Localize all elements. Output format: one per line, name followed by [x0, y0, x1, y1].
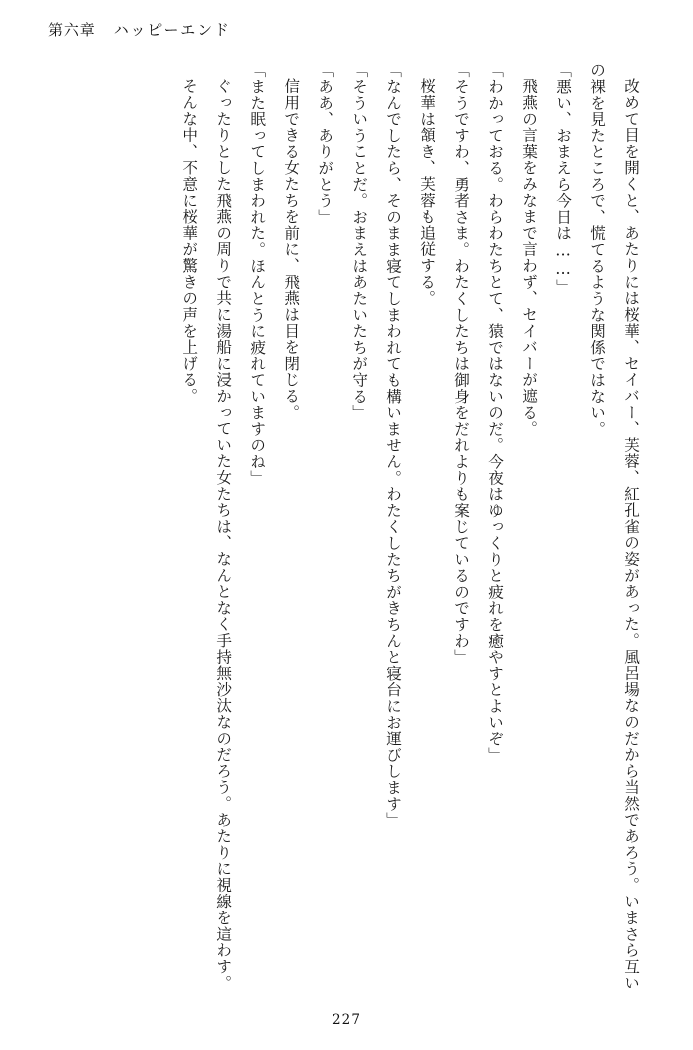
paragraph: 飛燕の言葉をみなまで言わず、セイバーが遮る。 [520, 77, 539, 437]
paragraph: 「なんでしたら、そのまま寝てしまわれても構いません。わたくしたちがきちんと寝台にお運びします」 [384, 62, 403, 829]
body-text [46, 62, 647, 992]
paragraph: 「そういうことだ。おまえはあたいたちが守る」 [350, 62, 369, 421]
paragraph: 「悪い、おまえら今日は……」 [554, 62, 573, 296]
paragraph: 桜華は頷き、芙蓉も追従する。 [418, 77, 437, 306]
chapter-title: ハッピーエンド [113, 20, 231, 39]
paragraph: 信用できる女たちを前に、飛燕は目を閉じる。 [282, 77, 301, 420]
page-number: 227 [331, 1012, 361, 1028]
paragraph: 「そうですわ、勇者さま。わたくしたちは御身をだれよりも案じているのですわ」 [452, 62, 471, 666]
page-header [48, 16, 645, 42]
paragraph: そんな中、不意に桜華が驚きの声を上げる。 [180, 77, 199, 404]
paragraph: 改めて目を開くと、あたりには桜華、セイバー、芙蓉、紅孔雀の姿があった。風呂場なのだから当然であろう。いまさら互いの裸を見たところで、慌てるような関係ではない。 [588, 62, 640, 991]
paragraph: 「ああ、ありがとう」 [316, 62, 335, 226]
chapter-number: 第六章 [48, 20, 96, 39]
paragraph: 「また眠ってしまわれた。ほんとうに疲れていますのね」 [248, 62, 267, 486]
paragraph: ぐったりとした飛燕の周りで共に湯船に浸かっていた女たちは、なんとなく手持無沙汰なのだろう。あたりに視線を這わす。 [214, 77, 233, 991]
paragraph: 「わかっておる。わらわたちとて、猿ではないのだ。今夜はゆっくりと疲れを癒やすとよいぞ」 [486, 62, 505, 763]
